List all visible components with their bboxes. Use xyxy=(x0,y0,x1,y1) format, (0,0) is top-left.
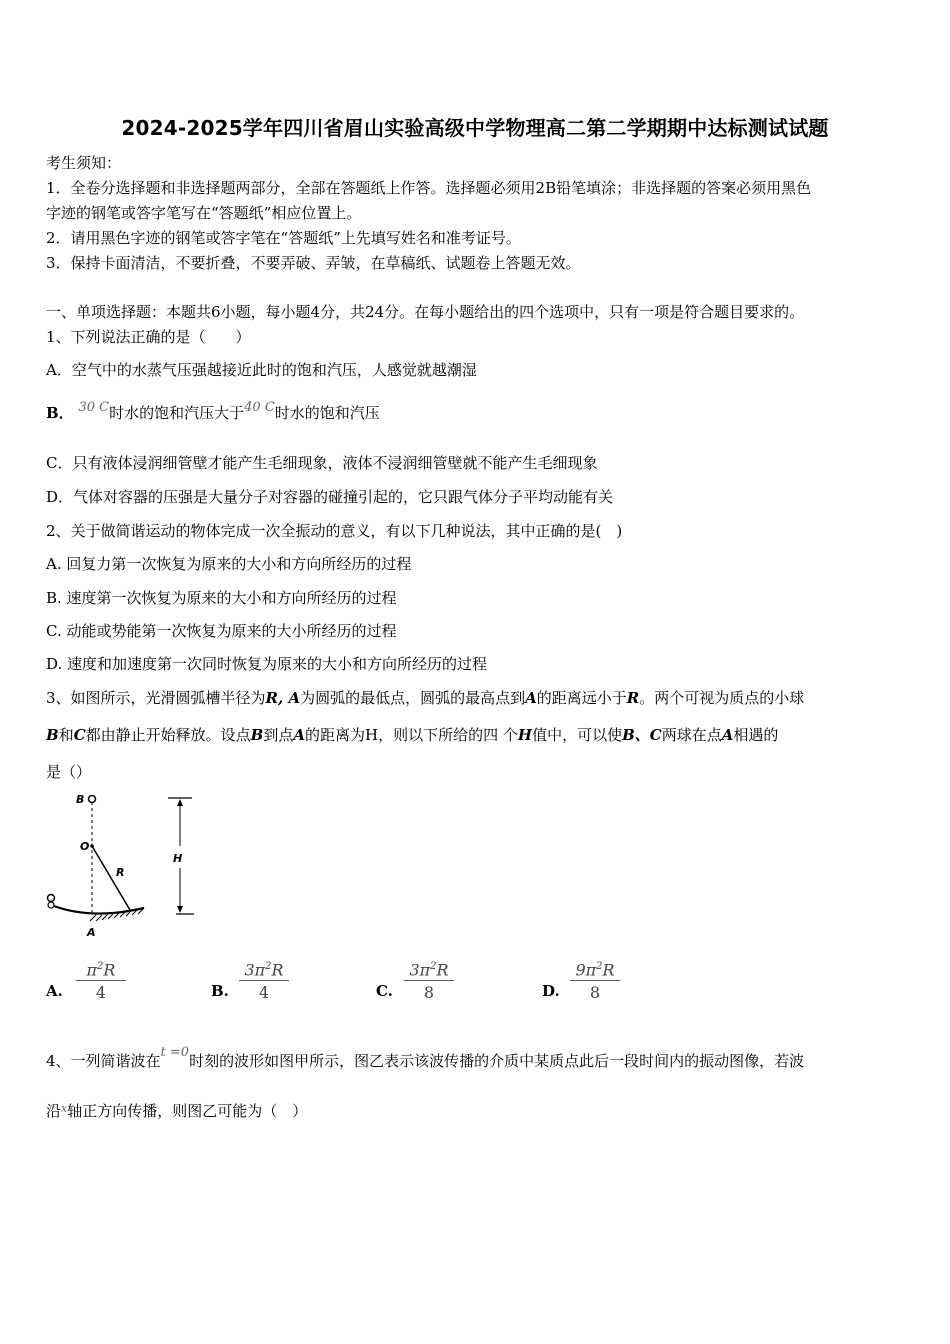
arc-groove xyxy=(54,906,144,914)
ball-c xyxy=(48,895,55,902)
question-4-stem-line1: 4、一列简谐波在t =0时刻的波形如图甲所示，图乙表示该波传播的介质中某质点此后一段时间内的振动图像，若波 xyxy=(46,1045,805,1070)
q2-option-a: A. 回复力第一次恢复为原来的大小和方向所经历的过程 xyxy=(46,555,412,573)
notice-item: 1．全卷分选择题和非选择题两部分，全部在答题纸上作答。选择题必须用2B铅笔填涂；非选择题的答案必须用黑色 xyxy=(46,179,812,197)
question-2-stem: 2、关于做简谐运动的物体完成一次全振动的意义，有以下几种说法，其中正确的是( ) xyxy=(46,522,623,540)
notice-heading: 考生须知： xyxy=(46,154,122,172)
question-3-stem-line3: 是（） xyxy=(46,763,92,781)
page-title: 2024-2025学年四川省眉山实验高级中学物理高二第二学期期中达标测试试题 xyxy=(121,116,829,140)
q3-options xyxy=(46,952,906,1012)
arc-groove-diagram xyxy=(44,788,204,943)
label-h: H xyxy=(173,852,183,865)
q1-option-b xyxy=(46,402,904,426)
label-o: O xyxy=(80,840,90,853)
ball-c-lower xyxy=(48,902,54,908)
q1-option-d: D．气体对容器的压强是大量分子对容器的碰撞引起的，它只跟气体分子平均动能有关 xyxy=(46,488,614,506)
section-heading: 一、单项选择题：本题共6小题，每小题4分，共24分。在每小题给出的四个选项中，只有一项是符合题目要求的。 xyxy=(46,303,805,321)
x-axis-var: x xyxy=(61,1102,68,1115)
q1-option-b-end: 时水的饱和汽压 xyxy=(274,404,380,422)
question-4-stem-line2: 沿$^x$轴正方向传播，则图乙可能为（ ） xyxy=(46,1102,308,1120)
question-3-stem-line2: B和C都由静止开始释放。设点B到点A的距离为H，则以下所给的四 个H值中，可以使B、C两球在点A相遇的 xyxy=(46,726,779,744)
fraction: $\frac{3\pi^2R}{8}$ xyxy=(404,956,454,1003)
fraction: $\frac{3\pi^2R}{4}$ xyxy=(239,956,289,1003)
fraction: $\frac{\pi^2R}{4}$ xyxy=(76,956,126,1003)
q2-option-c: C. 动能或势能第一次恢复为原来的大小所经历的过程 xyxy=(46,622,397,640)
q2-option-d: D. 速度和加速度第一次同时恢复为原来的大小和方向所经历的过程 xyxy=(46,655,488,673)
q1-option-b-label: B． xyxy=(46,404,74,422)
option-label: B. xyxy=(211,982,229,1000)
ball-b xyxy=(89,796,96,803)
q2-option-b: B. 速度第一次恢复为原来的大小和方向所经历的过程 xyxy=(46,589,397,607)
q1-option-a: A．空气中的水蒸气压强越接近此时的饱和汽压，人感觉就越潮湿 xyxy=(46,361,477,379)
label-b: B xyxy=(76,793,85,806)
q3-figure xyxy=(44,788,204,943)
notice-item: 3．保持卡面清洁，不要折叠，不要弄破、弄皱，在草稿纸、试题卷上答题无效。 xyxy=(46,254,581,272)
t-equals-zero: t =0 xyxy=(160,1045,190,1060)
notice-item: 2．请用黑色字迹的钢笔或答字笔在“答题纸”上先填写姓名和准考证号。 xyxy=(46,229,521,247)
question-1-stem: 1、下列说法正确的是（ ） xyxy=(46,328,251,346)
label-a: A xyxy=(87,926,96,939)
option-label: A. xyxy=(46,982,63,1000)
notice-item: 字迹的钢笔或答字笔写在“答题纸”相应位置上。 xyxy=(46,204,362,222)
label-r: R xyxy=(116,866,125,879)
q1-option-b-mid: 时水的饱和汽压大于 xyxy=(109,404,245,422)
arrow-down-icon xyxy=(177,906,183,913)
temp-30: 30 C xyxy=(78,400,110,415)
question-3-stem-line1: 3、如图所示，光滑圆弧槽半径为R, A为圆弧的最低点，圆弧的最高点到A的距离远小于R。两个可视为质点的小球 xyxy=(46,689,805,707)
option-label: C. xyxy=(376,982,393,1000)
arrow-up-icon xyxy=(177,799,183,806)
q1-option-c: C．只有液体浸润细管壁才能产生毛细现象，液体不浸润细管壁就不能产生毛细现象 xyxy=(46,454,598,472)
option-label: D. xyxy=(542,982,560,1000)
fraction: $\frac{9\pi^2R}{8}$ xyxy=(570,956,620,1003)
temp-40: 40 C xyxy=(244,400,275,415)
